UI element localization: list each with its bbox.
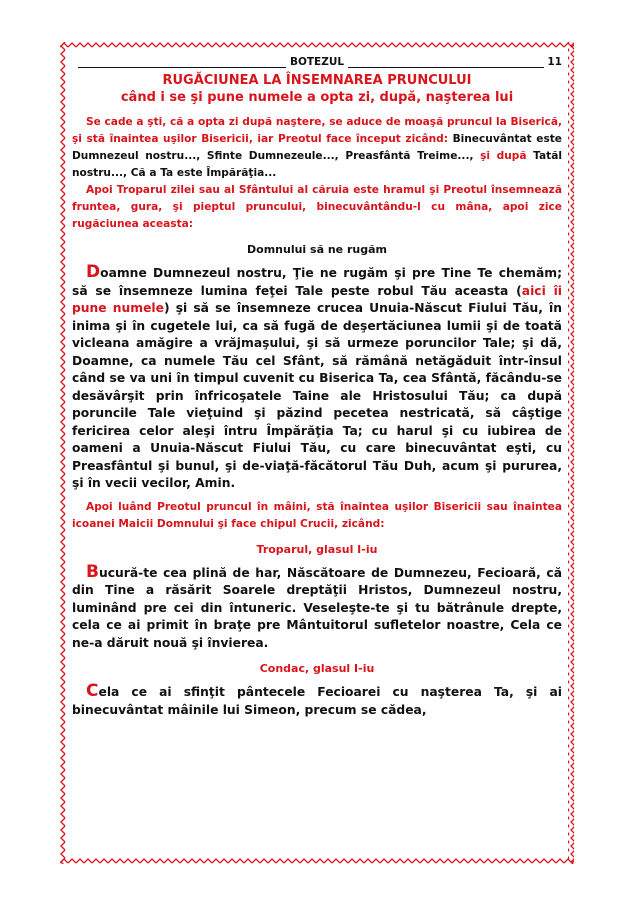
- rubric-cross-instruction: Apoi luând Preotul pruncul în mâini, stă înaintea uşilor Bisericii sau înaintea icoanei Maicii Domnului şi face chipul Crucii, zicând:: [72, 500, 562, 530]
- header-rule-left: [78, 67, 286, 68]
- prayer-part-1: oamne Dumnezeul nostru, Ţie ne rugăm şi pre Tine Te chemăm; să se însemneze lumina feţei Tale peste robul Tău aceasta (: [72, 266, 562, 298]
- rubric-intro-black: Binecuvântat este Dumnezeul nostru..., Sfinte Dumnezeule..., Preasfântă Treime...,: [72, 133, 562, 162]
- running-header: [72, 56, 562, 72]
- rubric-troparion-instruction: Apoi Troparul zilei sau al Sfântului al căruia este hramul şi Preotul însemnează fruntea, gura, şi pieptul pruncului, binecuvântându-l cu mâna, apoi zice rugăciunea aceasta:: [72, 184, 562, 230]
- prayer-insert-name: aici îi pune numele: [72, 283, 562, 315]
- header-rule-right: [348, 67, 544, 68]
- page-number: 11: [547, 56, 562, 68]
- document-page: [60, 42, 574, 864]
- troparion-text: [72, 561, 562, 653]
- kontakion-text: [72, 683, 562, 719]
- troparion-initial: B: [86, 561, 99, 582]
- running-title: BOTEZUL: [289, 56, 345, 68]
- troparion-body: ucură-te cea plină de har, Născătoare de Dumnezeu, Fecioară, că din Tine a răsărit Soarele dreptăţii Hristos, Dumnezeul nostru, luminând pre cei din întuneric. Veseleşte-te şi tu bătrânule drepte, cela ce ai primit în braţe pre Mântuitorul sufletelor noastre, Cela ce ne-a dăruit nouă şi învierea.: [72, 565, 562, 650]
- kontakion-initial: C: [86, 681, 99, 701]
- section-title: RUGĂCIUNEA LA ÎNSEMNAREA PRUNCULUI: [162, 73, 472, 88]
- litany-line: Domnului să ne rugăm: [247, 243, 387, 256]
- page-content: [72, 56, 562, 719]
- rubric-intro-red: Se cade a şti, că a opta zi după naştere, se aduce de moaşă pruncul la Biserică, şi stă înaintea uşilor Bisericii, iar Preotul face început zicând:: [72, 116, 562, 145]
- prayer-initial: D: [86, 262, 101, 282]
- prayer-part-2: ) şi să se însemneze crucea Unuia-Născut Fiului Tău, în inima şi în cugetele lui, ca să fugă de deşertăciunea lumii şi de toată vicleana amăgire a vrăjmaşului, şi să urmeze poruncilor Tale; şi dă, Doamne, ca numele Tău cel Sfânt, să rămână netăgăduit într-însul când se va uni în timpul cuvenit cu Biserica Ta, cea Sfântă, făcându-se desăvârşit prin înfricoşatele Taine ale Hristosului Tău; ca după poruncile Tale vieţuind şi păzind pecetea nestricată, să câştige fericirea celor aleşi întru Împărăţia Ta; cu harul şi cu iubirea de oameni a Unuia-Născut Fiului Tău, cu care binecuvântat eşti, cu Preasfântul şi bunul, şi de-viaţă-făcătorul Tău Duh, acum şi pururea, şi în vecii vecilor, Amin.: [72, 301, 563, 490]
- rubric-intro: [72, 114, 562, 182]
- kontakion-title: Condac, glasul I-iu: [259, 662, 375, 675]
- section-subtitle: când i se şi pune numele a opta zi, după, naşterea lui: [120, 90, 514, 105]
- prayer-text: [72, 264, 562, 493]
- kontakion-body: ela ce ai sfinţit pântecele Fecioarei cu naşterea Ta, şi ai binecuvântat mâinile lui Simeon, precum se cădea,: [72, 685, 562, 717]
- rubric-intro-black-2: Tatăl nostru..., Că a Ta este Împărăţia...: [72, 150, 562, 179]
- rubric-intro-red-2: şi după: [480, 150, 527, 162]
- troparion-title: Troparul, glasul I-iu: [256, 542, 378, 556]
